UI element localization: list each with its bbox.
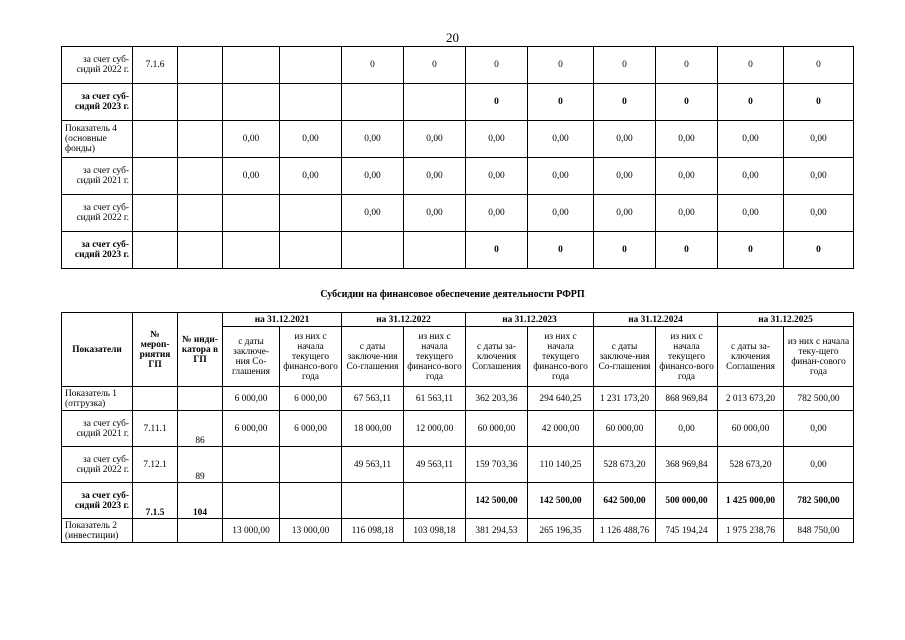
- subheader-since-agreement: с даты заключе-ния Со-глашения: [223, 327, 280, 387]
- value-cell: 0,00: [280, 121, 342, 158]
- value-cell: 6 000,00: [223, 411, 280, 447]
- top-table-body: [62, 47, 854, 269]
- table-row: [62, 387, 854, 411]
- value-cell: 0,00: [784, 158, 854, 195]
- value-cell: 1 975 238,76: [718, 519, 784, 543]
- value-cell: 368 969,84: [656, 447, 718, 483]
- value-cell: 60 000,00: [466, 411, 528, 447]
- value-cell: [404, 483, 466, 519]
- value-cell: 0: [528, 232, 594, 269]
- header-date-2024: на 31.12.2024: [594, 313, 718, 327]
- value-cell: 0: [528, 84, 594, 121]
- value-cell: [223, 195, 280, 232]
- value-cell: 0,00: [718, 195, 784, 232]
- value-cell: 0,00: [466, 195, 528, 232]
- value-cell: 1 231 173,20: [594, 387, 656, 411]
- value-cell: 0,00: [594, 121, 656, 158]
- value-cell: 294 640,25: [528, 387, 594, 411]
- value-cell: 110 140,25: [528, 447, 594, 483]
- value-cell: 0,00: [404, 195, 466, 232]
- value-cell: 116 098,18: [342, 519, 404, 543]
- row-label: за счет суб-сидий 2022 г.: [62, 447, 133, 483]
- subheader-since-year-start: из них с начала текущего финансо-вого года: [528, 327, 594, 387]
- value-cell: 0,00: [528, 121, 594, 158]
- measure-cell: 7.1.6: [133, 47, 178, 84]
- value-cell: 0: [594, 84, 656, 121]
- value-cell: [342, 483, 404, 519]
- header-indicators: Показатели: [62, 313, 133, 387]
- bottom-table: [61, 312, 854, 543]
- row-label: Показатель 4 (основные фонды): [62, 121, 133, 158]
- subheader-since-year-start: из них с начала теку-щего финан-сового года: [784, 327, 854, 387]
- value-cell: 1 126 488,76: [594, 519, 656, 543]
- value-cell: 0: [342, 47, 404, 84]
- measure-cell: 7.1.5: [133, 483, 178, 519]
- table-row: [62, 232, 854, 269]
- value-cell: 0,00: [528, 158, 594, 195]
- value-cell: 60 000,00: [594, 411, 656, 447]
- value-cell: 49 563,11: [404, 447, 466, 483]
- header-date-2022: на 31.12.2022: [342, 313, 466, 327]
- row-label: Показатель 2 (инвестиции): [62, 519, 133, 543]
- value-cell: [223, 483, 280, 519]
- value-cell: 0: [718, 232, 784, 269]
- value-cell: [280, 84, 342, 121]
- value-cell: 1 425 000,00: [718, 483, 784, 519]
- table-row: [62, 195, 854, 232]
- value-cell: 0: [466, 47, 528, 84]
- value-cell: 67 563,11: [342, 387, 404, 411]
- indicator-cell: 89: [178, 447, 223, 483]
- value-cell: 0,00: [342, 195, 404, 232]
- value-cell: [280, 195, 342, 232]
- value-cell: 0: [466, 84, 528, 121]
- value-cell: [280, 232, 342, 269]
- value-cell: [223, 232, 280, 269]
- measure-cell: [133, 195, 178, 232]
- row-label: за счет суб-сидий 2021 г.: [62, 158, 133, 195]
- indicator-cell: [178, 519, 223, 543]
- row-label: за счет суб-сидий 2021 г.: [62, 411, 133, 447]
- value-cell: 0: [466, 232, 528, 269]
- subheader-since-agreement: с даты за-ключения Соглашения: [466, 327, 528, 387]
- value-cell: 18 000,00: [342, 411, 404, 447]
- value-cell: 381 294,53: [466, 519, 528, 543]
- indicator-cell: 86: [178, 411, 223, 447]
- measure-cell: 7.12.1: [133, 447, 178, 483]
- value-cell: 0,00: [342, 121, 404, 158]
- indicator-cell: 104: [178, 483, 223, 519]
- value-cell: 0,00: [784, 447, 854, 483]
- value-cell: 528 673,20: [594, 447, 656, 483]
- value-cell: [404, 232, 466, 269]
- value-cell: 0,00: [223, 121, 280, 158]
- row-label: за счет суб-сидий 2022 г.: [62, 47, 133, 84]
- value-cell: 6 000,00: [223, 387, 280, 411]
- value-cell: 0: [784, 84, 854, 121]
- value-cell: [280, 447, 342, 483]
- table-row: [62, 519, 854, 543]
- value-cell: 0,00: [656, 411, 718, 447]
- measure-cell: [133, 84, 178, 121]
- value-cell: 0: [528, 47, 594, 84]
- table-row: [62, 447, 854, 483]
- row-label: за счет суб-сидий 2022 г.: [62, 195, 133, 232]
- value-cell: 0,00: [718, 121, 784, 158]
- row-label: за счет суб-сидий 2023 г.: [62, 232, 133, 269]
- indicator-cell: [178, 387, 223, 411]
- value-cell: 13 000,00: [280, 519, 342, 543]
- indicator-cell: [178, 47, 223, 84]
- measure-cell: [133, 232, 178, 269]
- subheader-since-year-start: из них с начала текущего финансо-вого года: [656, 327, 718, 387]
- value-cell: 0,00: [656, 195, 718, 232]
- measure-cell: [133, 158, 178, 195]
- subheader-since-year-start: из них с начала текущего финансо-вого года: [280, 327, 342, 387]
- table-row: [62, 47, 854, 84]
- value-cell: 0,00: [718, 158, 784, 195]
- value-cell: 0,00: [594, 158, 656, 195]
- subheader-since-agreement: с даты заключе-ния Со-глашения: [342, 327, 404, 387]
- value-cell: 0: [656, 84, 718, 121]
- value-cell: 868 969,84: [656, 387, 718, 411]
- value-cell: 0,00: [784, 121, 854, 158]
- value-cell: 0: [594, 232, 656, 269]
- value-cell: 0,00: [404, 158, 466, 195]
- value-cell: [342, 84, 404, 121]
- value-cell: 0,00: [466, 158, 528, 195]
- value-cell: 848 750,00: [784, 519, 854, 543]
- value-cell: 0,00: [342, 158, 404, 195]
- value-cell: 782 500,00: [784, 387, 854, 411]
- measure-cell: 7.11.1: [133, 411, 178, 447]
- value-cell: 0,00: [656, 121, 718, 158]
- value-cell: 642 500,00: [594, 483, 656, 519]
- value-cell: 2 013 673,20: [718, 387, 784, 411]
- value-cell: 0,00: [466, 121, 528, 158]
- value-cell: 0,00: [223, 158, 280, 195]
- table-row: [62, 411, 854, 447]
- value-cell: 0: [718, 84, 784, 121]
- value-cell: 142 500,00: [528, 483, 594, 519]
- value-cell: 0: [404, 47, 466, 84]
- value-cell: 0: [656, 47, 718, 84]
- header-date-2021: на 31.12.2021: [223, 313, 342, 327]
- measure-cell: [133, 121, 178, 158]
- bottom-table-body: [62, 387, 854, 543]
- subheader-since-agreement: с даты заключе-ния Со-глашения: [594, 327, 656, 387]
- top-table: [61, 46, 854, 269]
- indicator-cell: [178, 158, 223, 195]
- header-measure: № мероп-риятия ГП: [133, 313, 178, 387]
- value-cell: 265 196,35: [528, 519, 594, 543]
- indicator-cell: [178, 84, 223, 121]
- table-row: [62, 483, 854, 519]
- value-cell: 60 000,00: [718, 411, 784, 447]
- table-row: [62, 121, 854, 158]
- page-number: 20: [446, 30, 459, 45]
- row-label: за счет суб-сидий 2023 г.: [62, 483, 133, 519]
- value-cell: 0,00: [656, 158, 718, 195]
- value-cell: 12 000,00: [404, 411, 466, 447]
- measure-cell: [133, 519, 178, 543]
- value-cell: 13 000,00: [223, 519, 280, 543]
- subheader-since-agreement: с даты за-ключения Соглашения: [718, 327, 784, 387]
- value-cell: [223, 84, 280, 121]
- subheader-since-year-start: из них с начала текущего финансо-вого года: [404, 327, 466, 387]
- value-cell: 0: [784, 47, 854, 84]
- value-cell: 103 098,18: [404, 519, 466, 543]
- value-cell: 0: [594, 47, 656, 84]
- value-cell: 500 000,00: [656, 483, 718, 519]
- header-indicator-number: № инди-катора в ГП: [178, 313, 223, 387]
- indicator-cell: [178, 121, 223, 158]
- value-cell: [342, 232, 404, 269]
- value-cell: 0,00: [528, 195, 594, 232]
- value-cell: [280, 483, 342, 519]
- row-label: Показатель 1 (отгрузка): [62, 387, 133, 411]
- value-cell: [404, 84, 466, 121]
- value-cell: [223, 447, 280, 483]
- value-cell: 0: [784, 232, 854, 269]
- value-cell: 142 500,00: [466, 483, 528, 519]
- table-row: [62, 158, 854, 195]
- value-cell: 42 000,00: [528, 411, 594, 447]
- value-cell: 528 673,20: [718, 447, 784, 483]
- value-cell: 6 000,00: [280, 411, 342, 447]
- value-cell: 61 563,11: [404, 387, 466, 411]
- row-label: за счет суб-сидий 2023 г.: [62, 84, 133, 121]
- value-cell: 745 194,24: [656, 519, 718, 543]
- value-cell: 782 500,00: [784, 483, 854, 519]
- value-cell: 49 563,11: [342, 447, 404, 483]
- value-cell: [223, 47, 280, 84]
- value-cell: 6 000,00: [280, 387, 342, 411]
- table-row: [62, 84, 854, 121]
- value-cell: 0,00: [280, 158, 342, 195]
- value-cell: 159 703,36: [466, 447, 528, 483]
- indicator-cell: [178, 195, 223, 232]
- header-date-2023: на 31.12.2023: [466, 313, 594, 327]
- value-cell: 0: [656, 232, 718, 269]
- value-cell: 362 203,36: [466, 387, 528, 411]
- value-cell: 0,00: [784, 411, 854, 447]
- header-date-2025: на 31.12.2025: [718, 313, 854, 327]
- section-title: Субсидии на финансовое обеспечение деятельности РФРП: [320, 289, 585, 300]
- value-cell: 0: [718, 47, 784, 84]
- measure-cell: [133, 387, 178, 411]
- value-cell: 0,00: [784, 195, 854, 232]
- value-cell: 0,00: [594, 195, 656, 232]
- indicator-cell: [178, 232, 223, 269]
- value-cell: 0,00: [404, 121, 466, 158]
- value-cell: [280, 47, 342, 84]
